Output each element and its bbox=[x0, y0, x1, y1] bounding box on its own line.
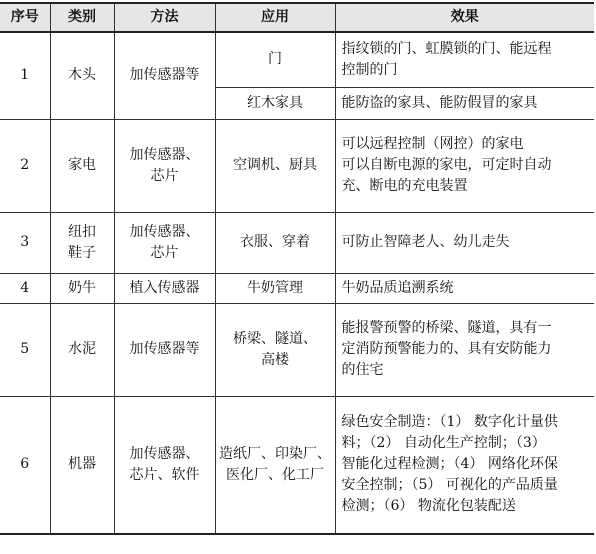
row-number: 5 bbox=[0, 303, 50, 396]
row-method: 植入传感器 bbox=[114, 273, 215, 303]
header-application: 应用 bbox=[215, 3, 335, 32]
row-application: 桥梁、隧道、 高楼 bbox=[215, 303, 335, 396]
header-method: 方法 bbox=[114, 3, 215, 32]
row-number: 3 bbox=[0, 212, 50, 273]
header-category: 类别 bbox=[50, 3, 114, 32]
row-application: 衣服、穿着 bbox=[215, 212, 335, 273]
row-application: 红木家具 bbox=[215, 87, 335, 119]
row-application: 空调机、厨具 bbox=[215, 119, 335, 212]
row-category: 纽扣 鞋子 bbox=[50, 212, 114, 273]
row-category: 水泥 bbox=[50, 303, 114, 396]
row-application: 牛奶管理 bbox=[215, 273, 335, 303]
header-row bbox=[0, 3, 594, 32]
row-number: 6 bbox=[0, 396, 50, 534]
table-row bbox=[0, 119, 594, 212]
row-method: 加传感器、 芯片 bbox=[114, 212, 215, 273]
table-row bbox=[0, 303, 594, 396]
row-effect: 可以远程控制（网控）的家电 可以自断电源的家电，可定时自动 充、断电的充电装置 bbox=[335, 119, 594, 212]
row-effect: 可防止智障老人、幼儿走失 bbox=[335, 212, 594, 273]
row-application: 门 bbox=[215, 32, 335, 87]
row-effect: 牛奶品质追溯系统 bbox=[335, 273, 594, 303]
row-number: 2 bbox=[0, 119, 50, 212]
table-row bbox=[0, 212, 594, 273]
row-effect: 能防盗的家具、能防假冒的家具 bbox=[335, 87, 594, 119]
row-category: 奶牛 bbox=[50, 273, 114, 303]
row-application: 造纸厂、印染厂、 医化厂、化工厂 bbox=[215, 396, 335, 534]
row-number: 4 bbox=[0, 273, 50, 303]
table-row bbox=[0, 273, 594, 303]
row-category: 木头 bbox=[50, 32, 114, 119]
row-category: 机器 bbox=[50, 396, 114, 534]
row-method: 加传感器、 芯片、软件 bbox=[114, 396, 215, 534]
iot-application-table bbox=[0, 2, 594, 535]
header-no: 序号 bbox=[0, 3, 50, 32]
row-method: 加传感器等 bbox=[114, 303, 215, 396]
row-effect: 指纹锁的门、虹膜锁的门、能远程 控制的门 bbox=[335, 32, 594, 87]
row-category: 家电 bbox=[50, 119, 114, 212]
row-effect: 能报警预警的桥梁、隧道，具有一 定消防预警能力的、具有安防能力 的住宅 bbox=[335, 303, 594, 396]
table-row bbox=[0, 32, 594, 87]
row-number: 1 bbox=[0, 32, 50, 119]
row-method: 加传感器、 芯片 bbox=[114, 119, 215, 212]
row-method: 加传感器等 bbox=[114, 32, 215, 119]
header-effect: 效果 bbox=[335, 3, 594, 32]
row-effect: 绿色安全制造：（1） 数字化计量供 料；（2） 自动化生产控制；（3） 智能化过程检测；（4） 网络化环保 安全控制；（5） 可视化的产品质量 检测；（6） 物流化包装配送 bbox=[335, 396, 594, 534]
table-row bbox=[0, 396, 594, 534]
